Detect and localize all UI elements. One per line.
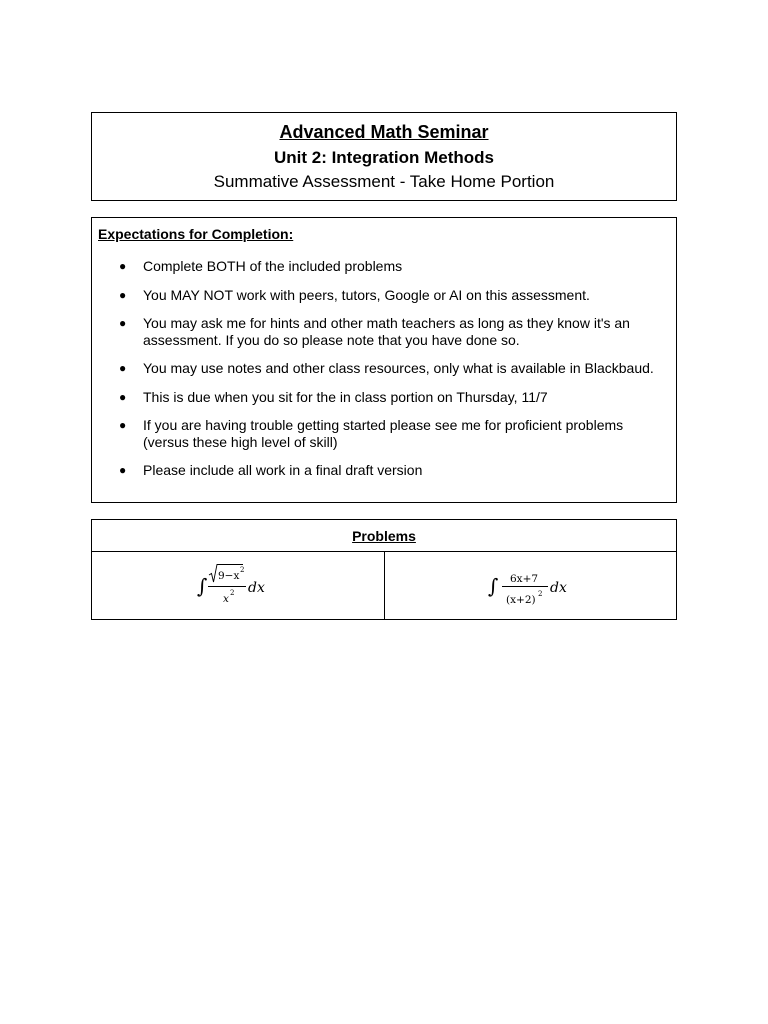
- list-item-text: You MAY NOT work with peers, tutors, Google or AI on this assessment.: [143, 286, 590, 303]
- problem-2-cell: [384, 551, 676, 619]
- bullet-icon: ●: [119, 418, 127, 432]
- expectations-list: [92, 258, 676, 491]
- bullet-icon: ●: [119, 361, 127, 375]
- list-item: [92, 287, 676, 304]
- list-item-text: You may use notes and other class resources, only what is available in Blackbaud.: [143, 360, 654, 376]
- list-item-text: This is due when you sit for the in class portion on Thursday, 11/7: [143, 388, 548, 405]
- list-item: [92, 315, 676, 348]
- radicand: 9−x: [218, 570, 240, 582]
- list-item: [92, 389, 676, 406]
- problems-header: [92, 520, 676, 552]
- problem-1-cell: [92, 551, 385, 619]
- list-item-text: If you are having trouble getting started please see me for proficient problems (versus these high level of skill): [143, 417, 624, 450]
- list-item-text: You may ask me for hints and other math teachers as long as they know it's an assessment. If you do so please note that you have done so.: [143, 315, 630, 348]
- bullet-icon: ●: [119, 463, 127, 477]
- differential: dx: [550, 580, 567, 596]
- unit-title: Unit 2: Integration Methods: [273, 148, 495, 167]
- denominator-exponent: 2: [538, 590, 543, 598]
- problem-1-formula: [92, 551, 384, 620]
- differential: dx: [248, 580, 265, 596]
- problems-table: [91, 519, 677, 620]
- list-item: [92, 258, 676, 275]
- denominator: (x+2): [506, 594, 536, 606]
- problems-heading: Problems: [352, 528, 416, 544]
- list-item-text: Please include all work in a final draft version: [143, 462, 423, 478]
- bullet-icon: ●: [119, 259, 127, 273]
- list-item: [92, 417, 676, 450]
- radicand-exponent: 2: [240, 566, 245, 574]
- expectations-box: [91, 217, 677, 503]
- course-title: Advanced Math Seminar: [279, 122, 489, 142]
- bullet-icon: ●: [119, 287, 127, 302]
- denominator-exponent: 2: [230, 589, 235, 597]
- integral-sign: ∫: [197, 574, 208, 598]
- header-box: [91, 112, 677, 201]
- numerator: 6x+7: [510, 573, 539, 585]
- bullet-icon: ●: [119, 316, 127, 330]
- list-item: [92, 462, 676, 479]
- list-item-text: Complete BOTH of the included problems: [143, 258, 403, 274]
- assessment-title: Summative Assessment - Take Home Portion: [213, 172, 555, 191]
- bullet-icon: ●: [119, 389, 127, 404]
- denominator: x: [223, 593, 229, 605]
- problem-2-formula: [384, 551, 677, 620]
- expectations-heading: Expectations for Completion:: [98, 226, 294, 242]
- list-item: [92, 360, 676, 377]
- integral-sign: ∫: [488, 574, 499, 598]
